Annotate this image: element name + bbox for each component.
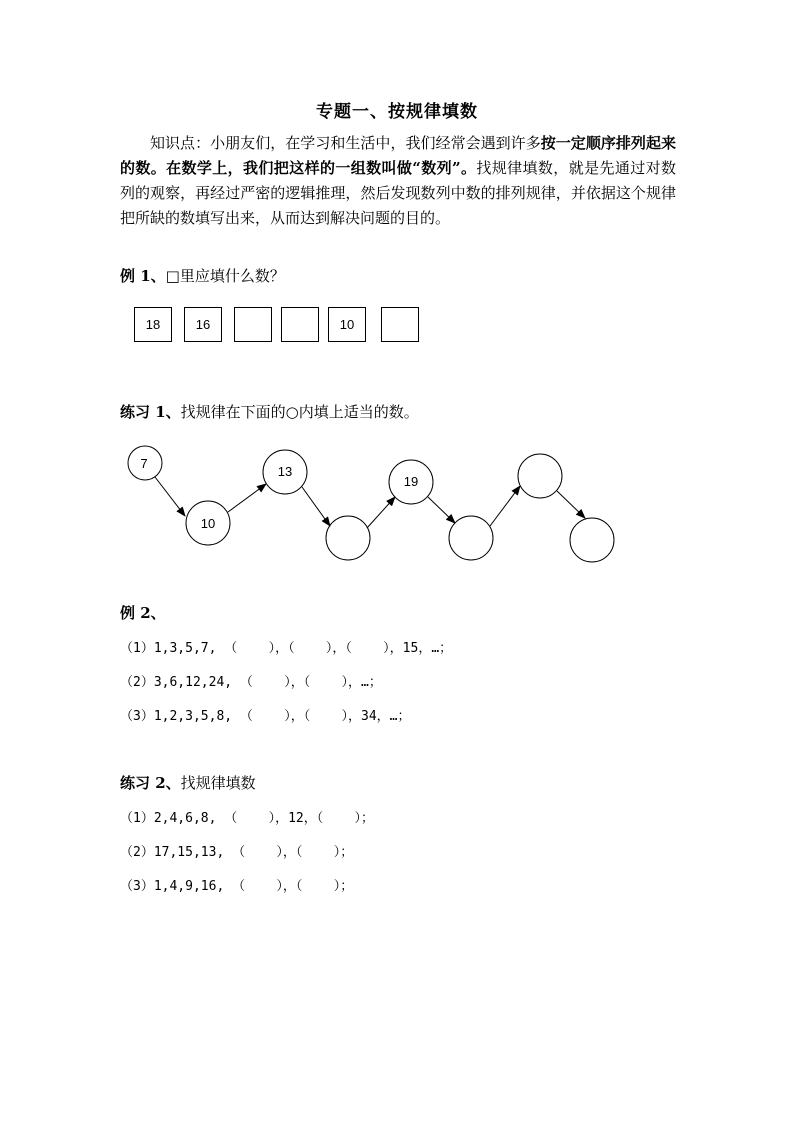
practice2-line-2: （2）17,15,13, （ ），（ ）； xyxy=(120,845,354,860)
circle-node-blank[interactable] xyxy=(326,516,370,560)
circle-label: 10 xyxy=(200,516,216,531)
practice2-label: 练习 2、 xyxy=(120,774,181,792)
intro-text-2: 找规律填数，就是先通过对数列的观察，再经过严密的逻辑推理，然后发现数列中数的排列规律，并依据这个规律把所缺的数填写出来，从而达到解决问题的目的。 xyxy=(120,159,676,227)
practice2-text: 找规律填数 xyxy=(180,774,256,792)
circle-node-blank[interactable] xyxy=(449,516,493,560)
practice2-heading xyxy=(120,772,256,793)
example1-label: 例 1、 xyxy=(120,267,166,285)
arrow xyxy=(490,486,520,526)
example1-text: □里应填什么数？ xyxy=(165,267,285,285)
page-title: 专题一、按规律填数 xyxy=(316,102,478,122)
example2-line-2: （2）3,6,12,24, （ ），（ ），…； xyxy=(120,675,382,690)
example2-line-1: （1）1,3,5,7, （ ），（ ），（ ），15，…； xyxy=(120,641,453,656)
arrow xyxy=(155,477,185,516)
sequence-box: 18 xyxy=(134,307,172,342)
sequence-box: 16 xyxy=(184,307,222,342)
practice1-label: 练习 1、 xyxy=(120,403,181,421)
example2-label: 例 2、 xyxy=(120,604,166,622)
arrow xyxy=(302,487,330,526)
sequence-box: 10 xyxy=(328,307,366,342)
practice2-line-3: （3）1,4,9,16, （ ），（ ）； xyxy=(120,879,354,894)
arrow xyxy=(428,497,455,523)
example2-heading xyxy=(120,602,166,623)
arrow xyxy=(557,491,585,518)
practice2-line-1: （1）2,4,6,8, （ ），12，（ ）； xyxy=(120,811,375,826)
circle-label: 19 xyxy=(403,474,419,489)
arrow xyxy=(228,484,266,512)
circle-node-blank[interactable] xyxy=(570,518,614,562)
circle-label: 13 xyxy=(277,464,293,479)
circle-label: 7 xyxy=(140,456,148,471)
example2-line-3: （3）1,2,3,5,8, （ ），（ ），34，…； xyxy=(120,709,411,724)
arrow xyxy=(367,497,395,528)
intro-bold-text: 按一定顺序排列起来的数。在数学上，我们把这样的一组数叫做“数列”。 xyxy=(120,134,676,177)
practice1-text: 找规律在下面的○内填上适当的数。 xyxy=(180,403,419,421)
intro-text-1: 知识点：小朋友们，在学习和生活中，我们经常会遇到许多 xyxy=(150,134,541,152)
circle-node-blank[interactable] xyxy=(518,454,562,498)
